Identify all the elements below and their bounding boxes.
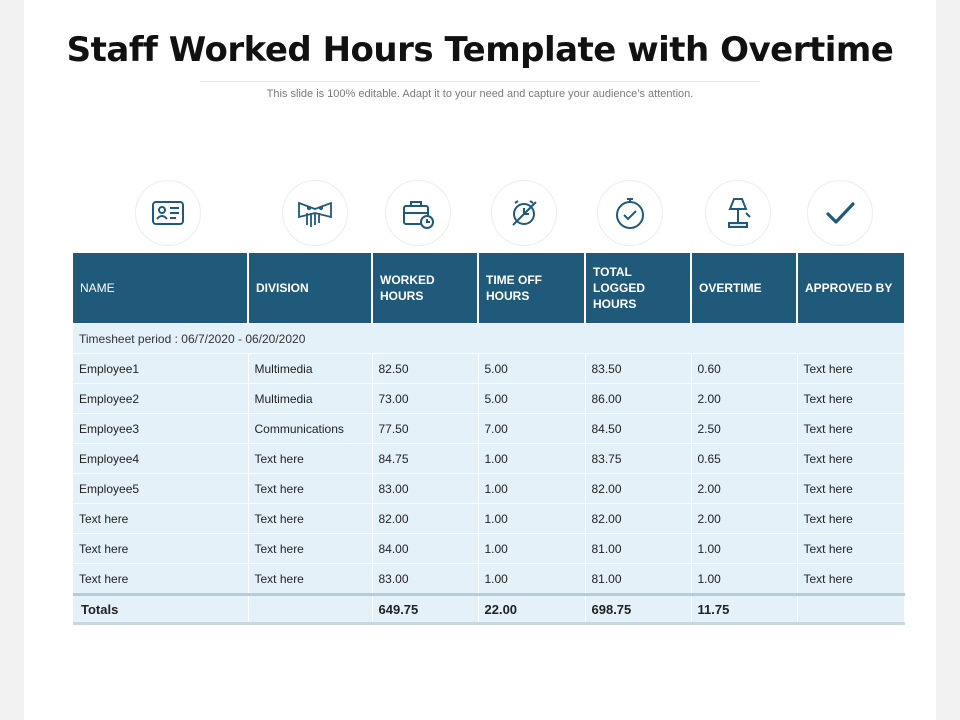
cell-worked-hours: 73.00	[372, 384, 478, 414]
table-header-row	[73, 253, 904, 324]
header-time-off-hours: TIME OFF HOURS	[478, 253, 585, 324]
header-approved-by: APPROVED BY	[797, 253, 904, 324]
cell-division: Text here	[248, 564, 372, 595]
cell-name: Text here	[73, 504, 248, 534]
cell-name: Employee4	[73, 444, 248, 474]
cell-approved-by: Text here	[797, 354, 904, 384]
table-row	[73, 354, 904, 384]
id-card-icon	[135, 180, 201, 246]
cell-total-logged-hours: 83.50	[585, 354, 691, 384]
cell-name: Employee1	[73, 354, 248, 384]
cell-worked-hours: 77.50	[372, 414, 478, 444]
cell-worked-hours: 83.00	[372, 474, 478, 504]
no-time-icon	[491, 180, 557, 246]
cell-overtime: 0.65	[691, 444, 797, 474]
cell-total-logged-hours: 84.50	[585, 414, 691, 444]
cell-approved-by: Text here	[797, 564, 904, 595]
timesheet-period: Timesheet period : 06/7/2020 - 06/20/2020	[73, 324, 904, 354]
header-division: DIVISION	[248, 253, 372, 324]
table-row	[73, 534, 904, 564]
totals-time-off-hours: 22.00	[478, 595, 585, 624]
cell-time-off-hours: 7.00	[478, 414, 585, 444]
cell-total-logged-hours: 86.00	[585, 384, 691, 414]
cell-time-off-hours: 1.00	[478, 504, 585, 534]
cell-overtime: 0.60	[691, 354, 797, 384]
checkmark-icon	[807, 180, 873, 246]
cell-name: Employee3	[73, 414, 248, 444]
totals-logged-hours: 698.75	[585, 595, 691, 624]
cell-worked-hours: 83.00	[372, 564, 478, 595]
table-row	[73, 444, 904, 474]
cell-worked-hours: 82.50	[372, 354, 478, 384]
hands-money-icon	[282, 180, 348, 246]
totals-row	[73, 595, 904, 624]
cell-total-logged-hours: 81.00	[585, 564, 691, 595]
cell-time-off-hours: 1.00	[478, 534, 585, 564]
icon-row	[24, 180, 936, 246]
totals-label: Totals	[73, 595, 248, 624]
cell-worked-hours: 84.75	[372, 444, 478, 474]
cell-total-logged-hours: 83.75	[585, 444, 691, 474]
cell-approved-by: Text here	[797, 414, 904, 444]
cell-time-off-hours: 1.00	[478, 474, 585, 504]
cell-time-off-hours: 5.00	[478, 354, 585, 384]
cell-overtime: 1.00	[691, 534, 797, 564]
cell-division: Multimedia	[248, 384, 372, 414]
briefcase-clock-icon	[385, 180, 451, 246]
hours-table	[73, 253, 905, 625]
page-subtitle: This slide is 100% editable. Adapt it to your need and capture your audience’s attention.	[266, 88, 694, 100]
cell-division: Text here	[248, 444, 372, 474]
header-worked-hours: WORKED HOURS	[372, 253, 478, 324]
cell-total-logged-hours: 82.00	[585, 504, 691, 534]
title-divider	[200, 81, 760, 82]
cell-division: Communications	[248, 414, 372, 444]
stopwatch-check-icon	[597, 180, 663, 246]
cell-worked-hours: 82.00	[372, 504, 478, 534]
totals-approved-by	[797, 595, 904, 624]
totals-worked-hours: 649.75	[372, 595, 478, 624]
cell-approved-by: Text here	[797, 534, 904, 564]
cell-overtime: 2.00	[691, 384, 797, 414]
cell-division: Text here	[248, 504, 372, 534]
cell-time-off-hours: 1.00	[478, 564, 585, 595]
table-row	[73, 504, 904, 534]
page-title: Staff Worked Hours Template with Overtime	[66, 30, 894, 70]
table-row	[73, 474, 904, 504]
cell-overtime: 2.00	[691, 474, 797, 504]
cell-overtime: 2.00	[691, 504, 797, 534]
cell-name: Text here	[73, 564, 248, 595]
table-row	[73, 564, 904, 595]
table-row	[73, 384, 904, 414]
timesheet-period-row	[73, 324, 904, 354]
cell-overtime: 1.00	[691, 564, 797, 595]
cell-approved-by: Text here	[797, 474, 904, 504]
totals-division	[248, 595, 372, 624]
cell-approved-by: Text here	[797, 504, 904, 534]
header-total-logged-hours: TOTAL LOGGED HOURS	[585, 253, 691, 324]
cell-overtime: 2.50	[691, 414, 797, 444]
header-overtime: OVERTIME	[691, 253, 797, 324]
header-name: NAME	[73, 253, 248, 324]
cell-approved-by: Text here	[797, 444, 904, 474]
cell-name: Text here	[73, 534, 248, 564]
cell-name: Employee2	[73, 384, 248, 414]
cell-worked-hours: 84.00	[372, 534, 478, 564]
cell-division: Text here	[248, 474, 372, 504]
slide	[24, 0, 936, 720]
cell-total-logged-hours: 82.00	[585, 474, 691, 504]
cell-name: Employee5	[73, 474, 248, 504]
table-row	[73, 414, 904, 444]
desk-lamp-icon	[705, 180, 771, 246]
cell-division: Text here	[248, 534, 372, 564]
cell-time-off-hours: 5.00	[478, 384, 585, 414]
cell-approved-by: Text here	[797, 384, 904, 414]
cell-division: Multimedia	[248, 354, 372, 384]
totals-overtime: 11.75	[691, 595, 797, 624]
cell-time-off-hours: 1.00	[478, 444, 585, 474]
cell-total-logged-hours: 81.00	[585, 534, 691, 564]
